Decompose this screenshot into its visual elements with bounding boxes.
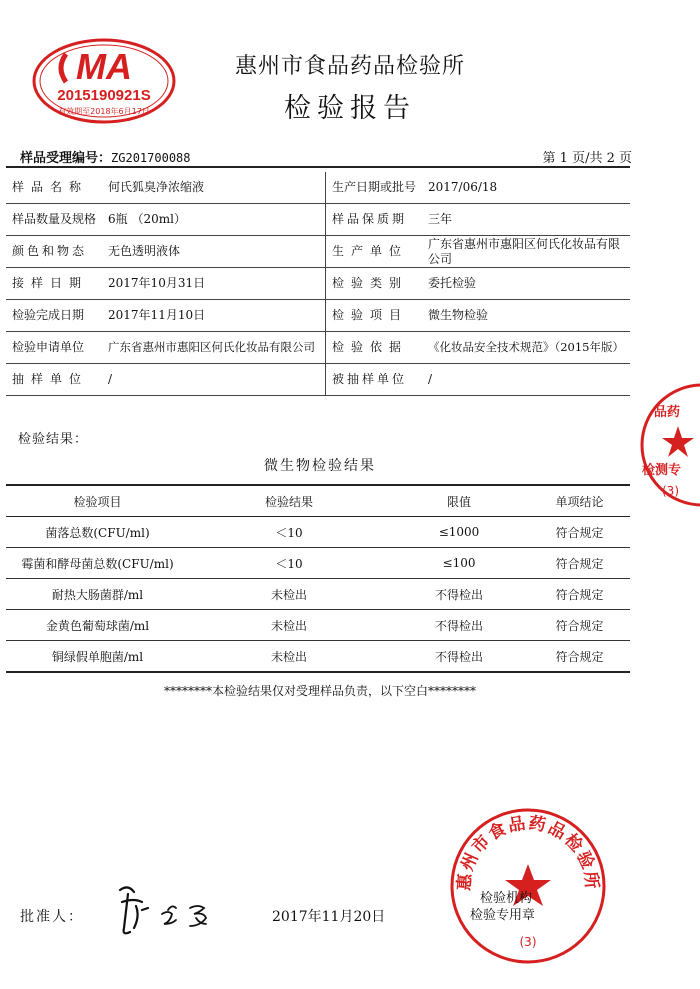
- cma-number: 2015190921S: [57, 87, 151, 104]
- info-value: 广东省惠州市惠阳区何氏化妆品有限公司: [422, 236, 630, 268]
- info-value: /: [422, 364, 630, 396]
- info-row: [6, 300, 630, 332]
- info-label: 生产单位: [325, 236, 422, 268]
- report-title: 检验报告: [284, 93, 416, 124]
- sample-number-value: ZG201700088: [111, 150, 191, 165]
- table-cell: 菌落总数(CFU/ml): [6, 517, 189, 548]
- info-value: 《化妆品安全技术规范》（2015年版）: [422, 332, 630, 364]
- results-footnote: ********本检验结果仅对受理样品负责，以下空白********: [163, 684, 476, 698]
- table-cell: 霉菌和酵母菌总数(CFU/ml): [6, 548, 189, 579]
- table-cell: 符合规定: [529, 517, 630, 548]
- column-header: 单项结论: [529, 485, 630, 517]
- approval-date: 2017年11月20日: [272, 909, 386, 925]
- info-label: 抽样单位: [6, 364, 102, 396]
- seal-institution: 检验机构: [480, 891, 533, 906]
- table-cell: 未检出: [189, 610, 389, 641]
- table-cell: ＜10: [189, 548, 389, 579]
- info-label: 被抽样单位: [325, 364, 422, 396]
- results-table: [6, 484, 630, 673]
- info-row: [6, 236, 630, 268]
- table-cell: 符合规定: [529, 641, 630, 673]
- info-value: 2017/06/18: [422, 172, 630, 204]
- info-row: [6, 364, 630, 396]
- info-row: [6, 204, 630, 236]
- table-cell: 不得检出: [389, 641, 529, 673]
- table-cell: ≤100: [389, 548, 529, 579]
- table-cell: 符合规定: [529, 579, 630, 610]
- info-label: 颜色和物态: [6, 236, 102, 268]
- table-cell: 符合规定: [529, 610, 630, 641]
- header-divider: [6, 166, 630, 168]
- info-label: 检验申请单位: [6, 332, 102, 364]
- info-label: 样品保质期: [325, 204, 422, 236]
- organization-title: 惠州市食品药品检验所: [234, 54, 465, 79]
- column-header: 限值: [389, 485, 529, 517]
- info-label: 检验完成日期: [6, 300, 102, 332]
- results-header-row: [6, 485, 630, 517]
- info-value: 2017年10月31日: [102, 268, 325, 300]
- info-label: 生产日期或批号: [325, 172, 422, 204]
- seal-number: (3): [519, 935, 537, 949]
- info-label: 检验项目: [325, 300, 422, 332]
- results-label: 检验结果：: [18, 432, 89, 447]
- seal-use: 检验专用章: [470, 908, 536, 923]
- approver-signature: [110, 880, 220, 940]
- table-row: [6, 548, 630, 579]
- info-label: 样品数量及规格: [6, 204, 102, 236]
- approver-label: 批准人：: [20, 909, 84, 925]
- info-label: 检验类别: [325, 268, 422, 300]
- side-seal-number: (3): [662, 484, 679, 498]
- info-value: 2017年11月10日: [102, 300, 325, 332]
- star-icon: [662, 426, 694, 457]
- table-cell: 不得检出: [389, 610, 529, 641]
- info-value: 无色透明液体: [102, 236, 325, 268]
- info-value: 广东省惠州市惠阳区何氏化妆品有限公司: [102, 332, 325, 364]
- report-meta: [20, 145, 632, 167]
- cma-validity: 有效期至2018年6月17日: [58, 107, 150, 116]
- column-header: 检验项目: [6, 485, 189, 517]
- sample-number: [20, 147, 191, 166]
- info-row: [6, 332, 630, 364]
- seal-arc-text: 惠州市食品药品检验所: [454, 813, 602, 892]
- info-value: 6瓶 （20ml）: [102, 204, 325, 236]
- results-subtitle: 微生物检验结果: [264, 458, 376, 474]
- side-seal-bottom-text: 检测专: [642, 463, 682, 478]
- table-cell: 金黄色葡萄球菌/ml: [6, 610, 189, 641]
- table-cell: 未检出: [189, 641, 389, 673]
- info-row: [6, 172, 630, 204]
- table-row: [6, 610, 630, 641]
- info-value: 三年: [422, 204, 630, 236]
- column-header: 检验结果: [189, 485, 389, 517]
- table-cell: 符合规定: [529, 548, 630, 579]
- table-cell: 耐热大肠菌群/ml: [6, 579, 189, 610]
- sample-number-label: 样品受理编号：: [20, 150, 112, 166]
- info-value: /: [102, 364, 325, 396]
- info-label: 检验依据: [325, 332, 422, 364]
- table-cell: ＜10: [189, 517, 389, 548]
- table-row: [6, 641, 630, 673]
- info-label: 接样日期: [6, 268, 102, 300]
- table-cell: 未检出: [189, 579, 389, 610]
- official-seal: [448, 806, 608, 966]
- info-value: 委托检验: [422, 268, 630, 300]
- cma-logo: MA: [76, 46, 132, 87]
- side-seal: [636, 382, 700, 508]
- sample-info-table: [6, 172, 630, 396]
- table-row: [6, 579, 630, 610]
- side-seal-top-text: 品药: [654, 405, 681, 420]
- seal-caption: [470, 890, 535, 924]
- page-info: 第 1 页/共 2 页: [542, 150, 632, 166]
- table-row: [6, 517, 630, 548]
- table-cell: 不得检出: [389, 579, 529, 610]
- table-cell: ≤1000: [389, 517, 529, 548]
- info-value: 何氏狐臭净浓缩液: [102, 172, 325, 204]
- table-cell: 铜绿假单胞菌/ml: [6, 641, 189, 673]
- info-label: 样品名称: [6, 172, 102, 204]
- info-row: [6, 268, 630, 300]
- info-value: 微生物检验: [422, 300, 630, 332]
